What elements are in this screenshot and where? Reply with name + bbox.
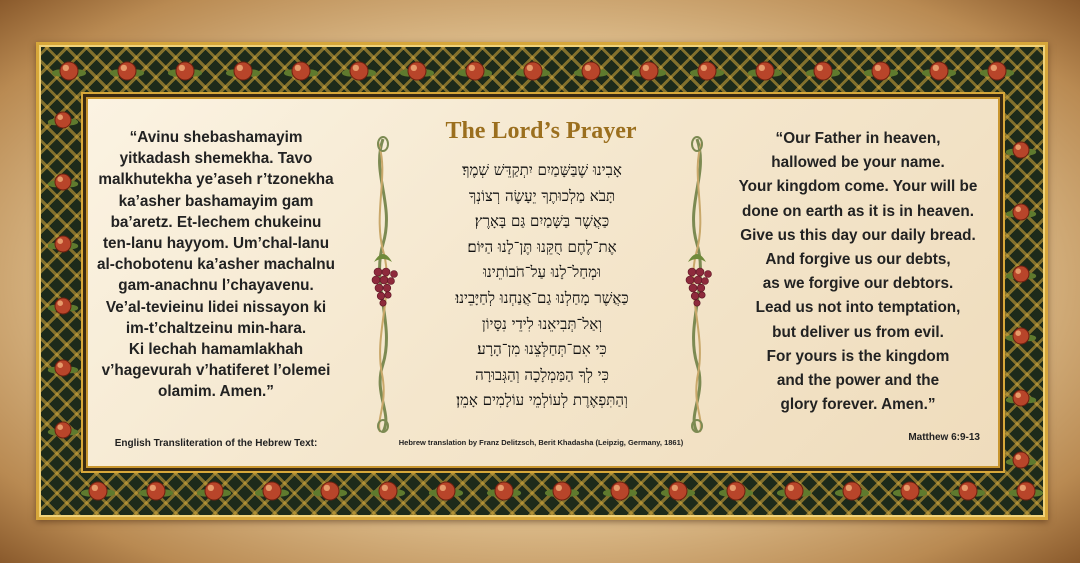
pomegranate-icon [48,174,78,190]
pomegranate-icon [48,236,78,252]
pomegranate-icon [719,482,753,500]
english-line: hallowed be your name. [771,154,945,172]
hebrew-translation-caption: Hebrew translation by Franz Delitzsch, Berit Khadasha (Leipzig, Germany, 1861) [398,438,684,447]
hebrew-line: כַּאֲשֶׁר מָחַלְנוּ גַם־אֲנַחְנוּ לְחַיָּבֵינוּ׃ [455,288,629,307]
hebrew-text [406,158,678,414]
pomegranate-icon [400,62,434,80]
transliteration-line: malkhutekha ye’aseh r’tzonekha [98,171,334,189]
scripture-reference: Matthew 6:9-13 [908,432,980,443]
pomegranate-icon [1006,204,1036,220]
pomegranate-icon [48,422,78,438]
pomegranate-icon [951,482,985,500]
pomegranate-icon [574,62,608,80]
right-grapevine-ornament [680,134,714,434]
pomegranate-icon [1006,266,1036,282]
english-line: and the power and the [776,372,940,390]
pomegranate-icon [255,482,289,500]
pomegranate-icon [1006,328,1036,344]
pomegranate-icon [980,62,1014,80]
english-line: Your kingdom come. Your will be [738,178,978,196]
transliteration-line: olamim. Amen.” [158,383,274,401]
hebrew-line: אָבִינוּ שֶׁבַּשָּׁמַיִם יִתְקַדֵּשׁ שְׁמֶךָ׃ [462,161,622,179]
transliteration-line: im-t’chaltzeinu min-hara. [125,319,307,337]
english-line: And forgive us our debts, [765,251,951,269]
pomegranate-icon [545,482,579,500]
pomegranate-icon [81,482,115,500]
transliteration-line: gam-anachnu l’chayavenu. [118,277,314,295]
left-grapevine-ornament [366,134,400,434]
transliteration-line: v’hagevurah v’hatiferet l’olemei [101,362,331,380]
transliteration-line: ba’aretz. Et-lechem chukeinu [110,213,322,231]
hebrew-line: וּמְחַל־לָנוּ עַל־חֹבוֹתֵינוּ [483,263,601,282]
pomegranate-icon [52,62,86,80]
pomegranate-icon [226,62,260,80]
pomegranate-icon [48,360,78,376]
english-line: Give us this day our daily bread. [740,226,976,244]
pomegranate-icon [777,482,811,500]
pomegranate-icon [864,62,898,80]
pomegranate-icon [139,482,173,500]
transliteration-line: Ve’al-tevieinu lidei nissayon ki [105,298,327,316]
transliteration-line: ten-lanu hayyom. Um’chal-lanu [102,235,330,253]
pomegranate-icon [806,62,840,80]
pomegranate-icon [922,62,956,80]
english-prayer-text [738,127,978,417]
transliteration-caption: English Transliteration of the Hebrew Text: [114,438,318,449]
pomegranate-icon [1006,142,1036,158]
pomegranate-icon [603,482,637,500]
pomegranate-icon [342,62,376,80]
english-line: but deliver us from evil. [772,323,944,341]
hebrew-line: וְאַל־תְּבִיאֵנוּ לִידֵי נִסָּיוֹן [481,314,603,333]
pomegranate-icon [661,482,695,500]
pomegranate-icon [313,482,347,500]
english-line: “Our Father in heaven, [775,130,941,147]
pomegranate-icon [48,298,78,314]
pomegranate-icon [1006,452,1036,468]
hebrew-line: תָּבֹא מַלְכוּתֶךָ יֵעָשֶׂה רְצוֹנְךָ [468,186,616,205]
transliteration-line: al-chobotenu ka’asher machalnu [96,256,335,274]
pomegranate-icon [197,482,231,500]
pomegranate-icon [516,62,550,80]
pomegranate-icon [371,482,405,500]
hebrew-line: אֶת־לֶחֶם חֻקֵּנוּ תֶּן־לָנוּ הַיּוֹם׃ [467,237,617,256]
pomegranate-icon [458,62,492,80]
transliteration-line: ka’asher bashamayim gam [118,192,314,210]
pomegranate-icon [748,62,782,80]
pomegranate-icon [632,62,666,80]
transliteration-line: Ki lechah hamamlakhah [128,341,304,359]
transliteration-line: “Avinu shebashamayim [129,129,303,146]
pomegranate-icon [690,62,724,80]
hebrew-line: כִּי לְךָ הַמַּמְלָכָה וְהַגְּבוּרָה [475,365,609,384]
hebrew-line: כַּאֲשֶׁר בַּשָּׁמַיִם גַּם בָּאָרֶץ׃ [474,212,610,231]
english-line: as we forgive our debtors. [762,275,954,293]
pomegranate-icon [284,62,318,80]
pomegranate-icon [48,112,78,128]
hebrew-line: וְהַתִּפְאֶרֶת לְעוֹלְמֵי עוֹלָמִים אָמֵן׃ [456,391,628,410]
transliteration-line: yitkadash shemekha. Tavo [119,150,313,168]
pomegranate-icon [168,62,202,80]
pomegranate-icon [1006,390,1036,406]
english-line: done on earth as it is in heaven. [741,202,975,220]
hebrew-line: כִּי אִם־תְּחַלְּצֵנוּ מִן־הָרָע׃ [477,340,607,359]
english-line: glory forever. Amen.” [780,396,936,414]
pomegranate-icon [110,62,144,80]
pomegranate-icon [1009,482,1043,500]
english-line: Lead us not into temptation, [755,299,961,317]
pomegranate-icon [893,482,927,500]
transliteration-text [96,127,336,403]
pomegranate-icon [429,482,463,500]
page-title: The Lord’s Prayer [445,118,637,144]
pomegranate-icon [487,482,521,500]
english-line: For yours is the kingdom [766,347,950,365]
pomegranate-icon [835,482,869,500]
